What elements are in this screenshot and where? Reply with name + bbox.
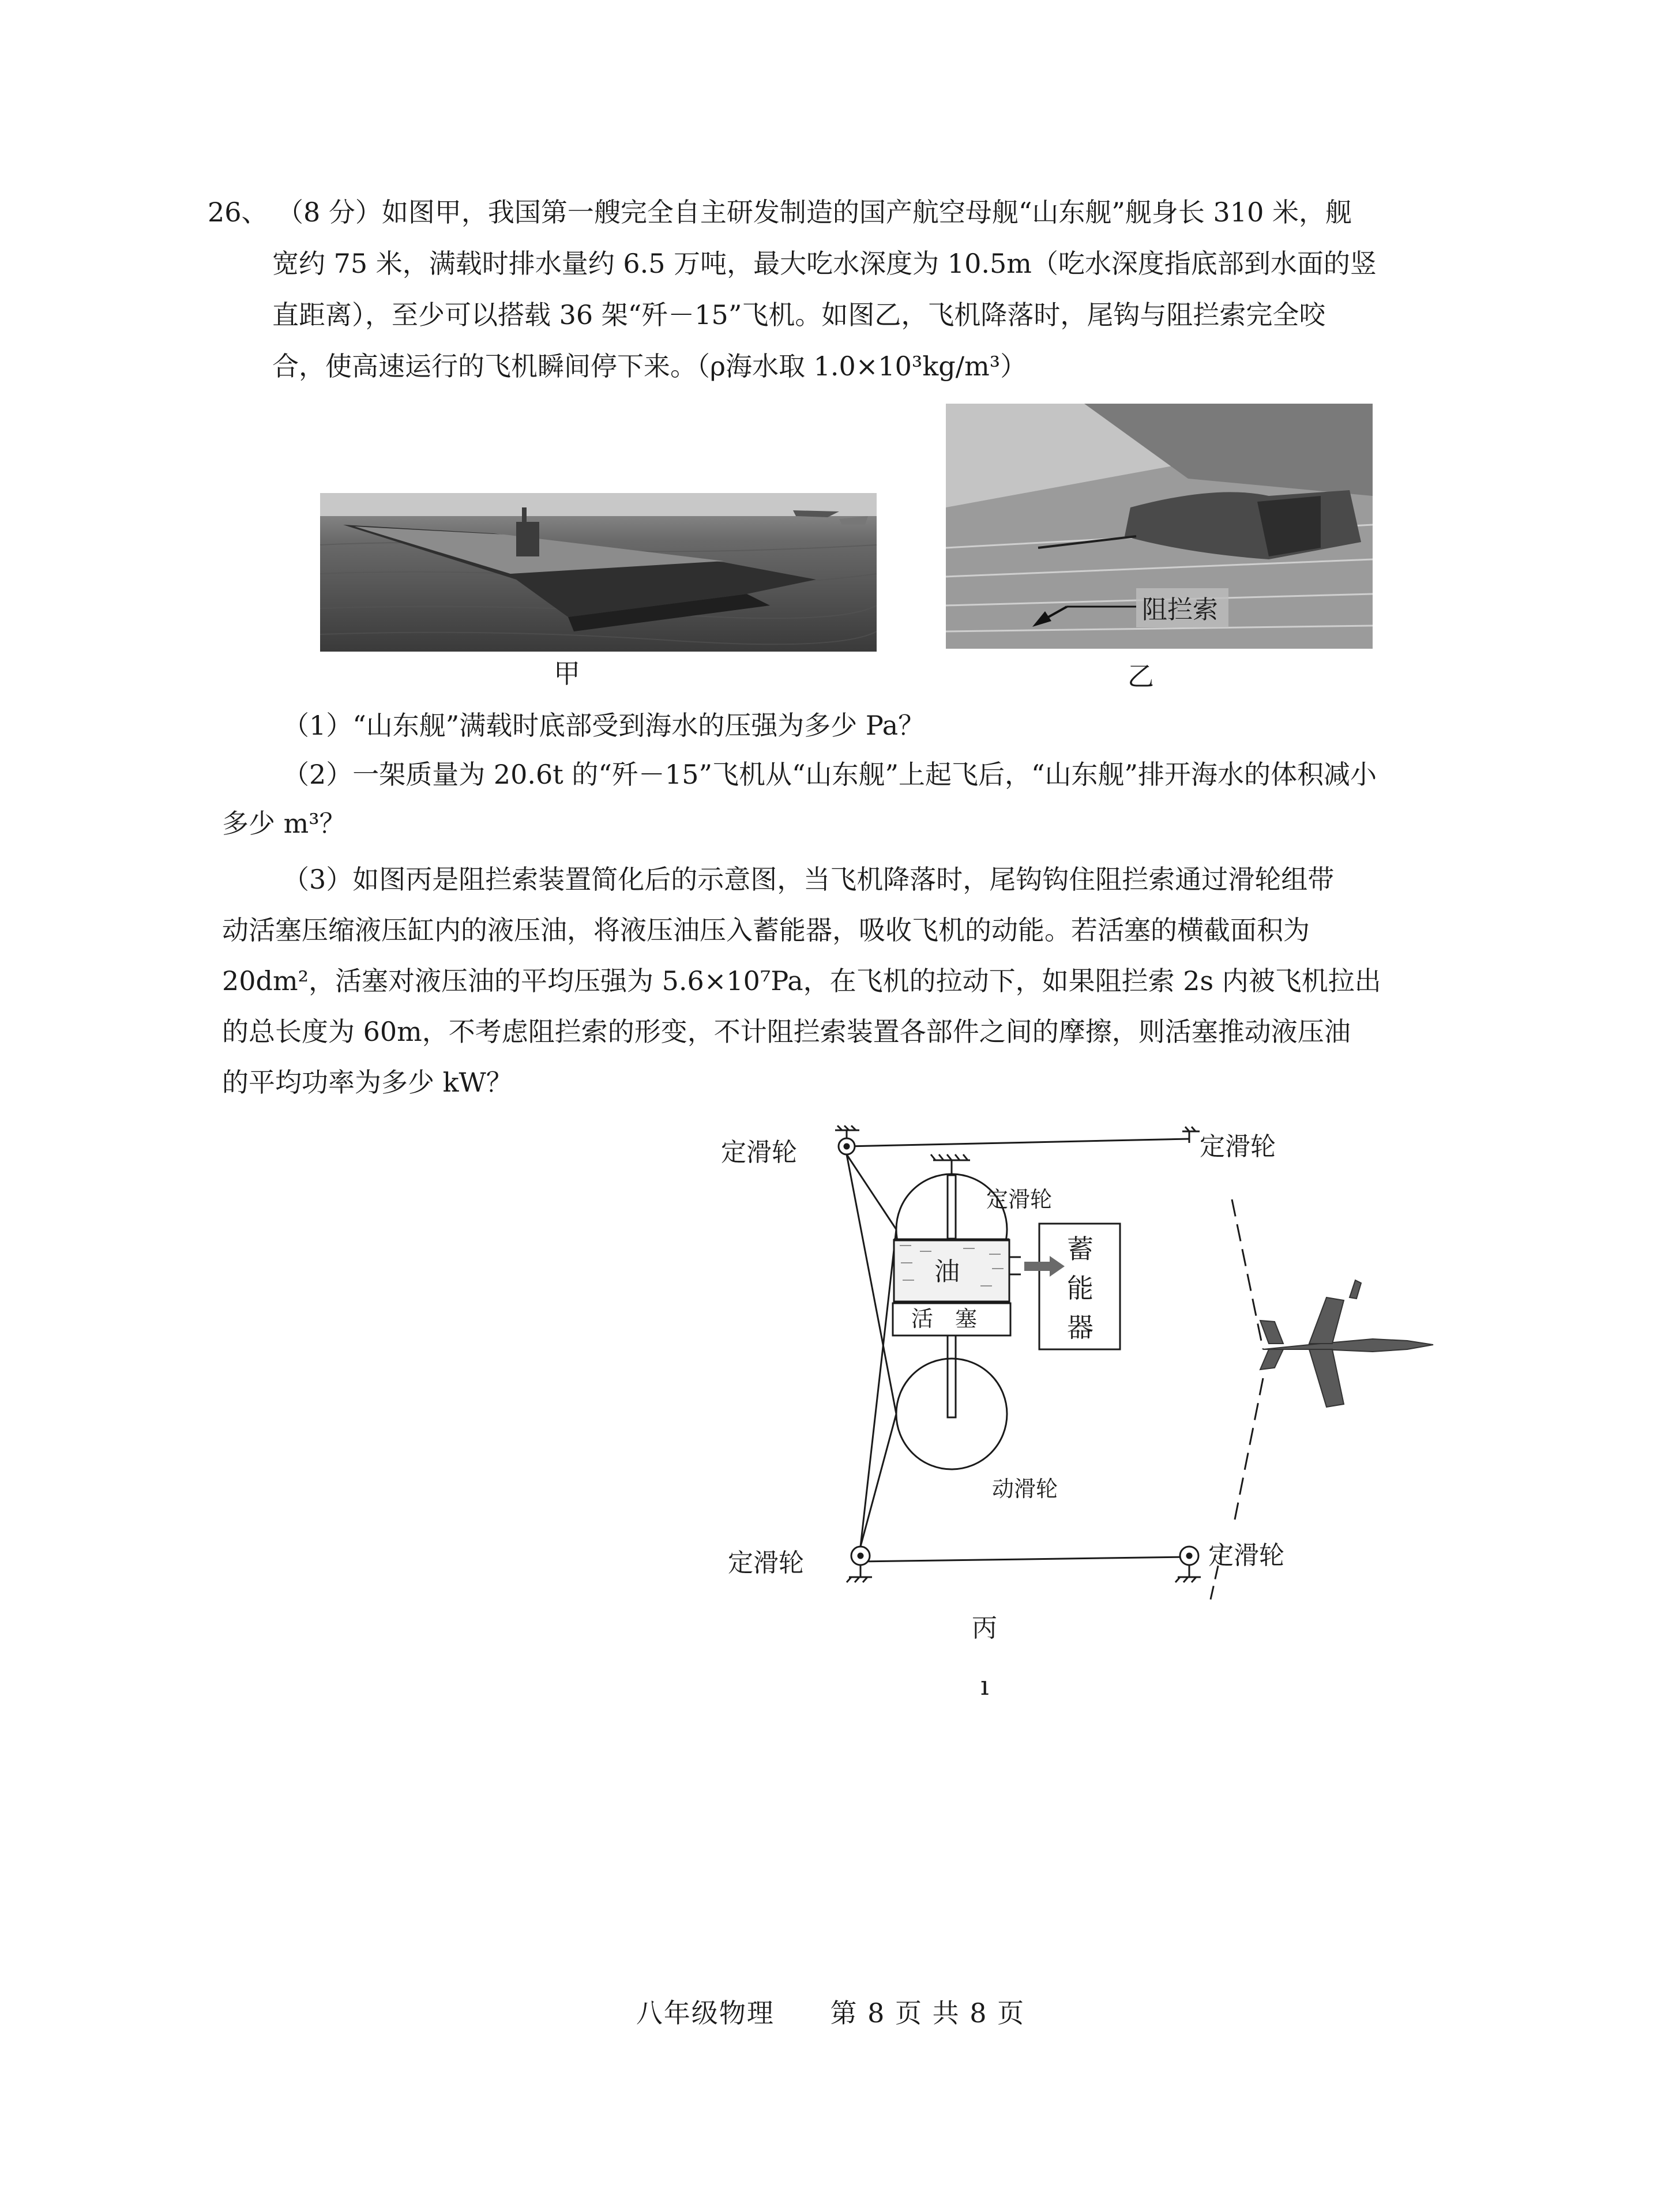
fixed-pulley-label-br: 定滑轮 <box>1208 1541 1284 1570</box>
accumulator-char-3: 器 <box>1067 1312 1093 1343</box>
question-line-2: 宽约 75 米，满载时排水量约 6.5 万吨，最大吃水深度为 10.5m（吃水深度指底部到水面的竖 <box>272 248 1377 279</box>
arresting-cable-label: 阻拦索 <box>1142 595 1218 625</box>
fixed-pulley-label-tr: 定滑轮 <box>1200 1132 1276 1161</box>
arresting-photo <box>946 404 1373 649</box>
figure-bing-caption: 丙 <box>972 1613 997 1643</box>
figure-yi-caption: 乙 <box>1128 661 1154 692</box>
footer-subject: 八年级物理 <box>636 1997 775 2029</box>
sub-question-1: （1）“山东舰”满载时底部受到海水的压强为多少 Pa？ <box>283 710 925 741</box>
arresting-image <box>946 404 1373 649</box>
movable-pulley-label: 动滑轮 <box>992 1476 1058 1502</box>
sub-question-3-line-2: 动活塞压缩液压缸内的液压油，将液压油压入蓄能器，吸收飞机的动能。若活塞的横截面积为 <box>222 915 1310 946</box>
piston-label: 活 塞 <box>911 1306 978 1331</box>
sub-question-3-line-3: 20dm²，活塞对液压油的平均压强为 5.6×10⁷Pa，在飞机的拉动下，如果阻拦索 2s 内被飞机拉出 <box>222 965 1381 996</box>
page-mark: ı <box>980 1670 989 1701</box>
carrier-image <box>320 493 877 652</box>
carrier-photo <box>320 493 877 652</box>
pulley-diagram <box>692 1107 1500 1672</box>
fixed-pulley-label-bl: 定滑轮 <box>728 1548 804 1578</box>
sub-question-3-line-5: 的平均功率为多少 kW？ <box>222 1067 513 1098</box>
accumulator-char-1: 蓄 <box>1067 1233 1093 1265</box>
sub-question-3-line-4: 的总长度为 60m，不考虑阻拦索的形变，不计阻拦索装置各部件之间的摩擦，则活塞推动液压油 <box>222 1016 1351 1047</box>
question-line-4: 合，使高速运行的飞机瞬间停下来。（ρ海水取 1.0×10³kg/m³） <box>272 351 1027 382</box>
footer-page-info: 第 8 页 共 8 页 <box>830 1997 1025 2029</box>
fixed-pulley-label-tl: 定滑轮 <box>721 1138 797 1167</box>
jet-illustration <box>1260 1280 1433 1407</box>
sub-question-2-line-1: （2）一架质量为 20.6t 的“歼－15”飞机从“山东舰”上起飞后，“山东舰”排开海水的体积减小 <box>283 759 1377 790</box>
question-line-3: 直距离），至少可以搭载 36 架“歼－15”飞机。如图乙，飞机降落时，尾钩与阻拦索完全咬 <box>272 299 1326 330</box>
page-footer <box>0 1992 1661 2030</box>
sub-question-3-line-1: （3）如图丙是阻拦索装置简化后的示意图，当飞机降落时，尾钩钩住阻拦索通过滑轮组带 <box>283 864 1335 895</box>
fixed-pulley-label-upper: 定滑轮 <box>986 1187 1053 1212</box>
question-line-1: （8 分）如图甲，我国第一艘完全自主研发制造的国产航空母舰“山东舰”舰身长 310 米，舰 <box>277 197 1352 228</box>
figure-jia-caption: 甲 <box>554 658 580 689</box>
oil-label: 油 <box>934 1257 960 1286</box>
question-number: 26、 <box>208 197 268 228</box>
sub-question-2-line-2: 多少 m³？ <box>222 808 346 839</box>
accumulator-char-2: 能 <box>1067 1273 1093 1304</box>
